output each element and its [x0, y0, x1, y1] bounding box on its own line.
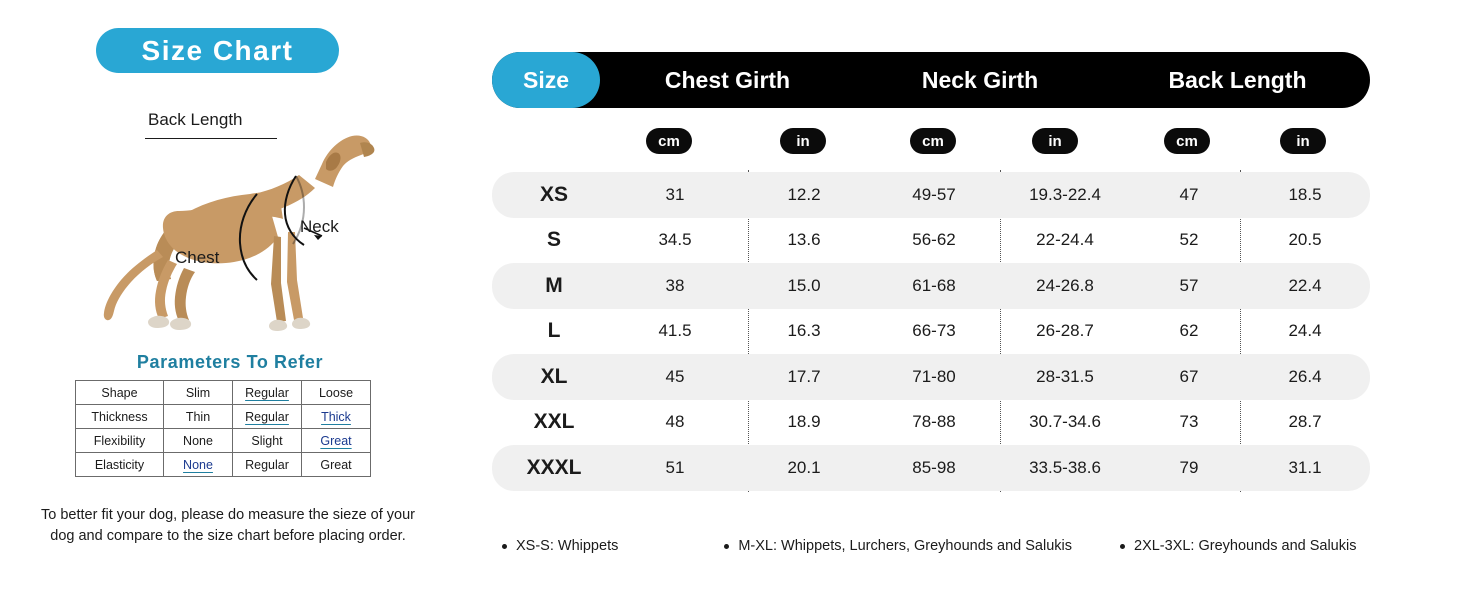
unit-header-row	[492, 128, 1370, 156]
param-option: None	[164, 429, 233, 453]
breed-notes	[492, 538, 1372, 554]
param-option: Great	[302, 453, 371, 477]
row-chest-in: 13.6	[787, 230, 821, 250]
param-option-selected: Thick	[302, 405, 371, 429]
table-row	[76, 453, 371, 477]
bullet-icon	[502, 544, 507, 549]
row-size: XXL	[533, 410, 575, 434]
param-option-selected: Regular	[233, 381, 302, 405]
table-row	[76, 381, 371, 405]
breed-note	[724, 538, 1072, 554]
chest-label: Chest	[175, 248, 220, 267]
table-row	[492, 445, 1370, 491]
row-neck-cm: 71-80	[912, 366, 956, 386]
param-option: Regular	[233, 405, 302, 429]
row-back-cm: 73	[1179, 412, 1199, 432]
row-chest-in: 15.0	[787, 275, 821, 295]
table-row	[76, 405, 371, 429]
row-back-in: 22.4	[1288, 275, 1322, 295]
row-chest-cm: 45	[665, 366, 685, 386]
row-back-in: 20.5	[1288, 230, 1322, 250]
param-option: Thin	[164, 405, 233, 429]
row-size: M	[545, 273, 563, 297]
table-header-row	[492, 52, 1370, 108]
unit-back-cm: cm	[1164, 128, 1210, 154]
param-option: Loose	[302, 381, 371, 405]
row-size: XS	[539, 182, 568, 206]
bullet-icon	[724, 544, 729, 549]
row-back-in: 24.4	[1288, 321, 1322, 341]
parameters-title: Parameters To Refer	[136, 352, 324, 372]
row-size: L	[547, 319, 561, 343]
row-back-cm: 62	[1179, 321, 1199, 341]
left-panel	[0, 0, 460, 600]
row-chest-in: 18.9	[787, 412, 821, 432]
table-row	[76, 429, 371, 453]
param-option-selected: Great	[302, 429, 371, 453]
dog-illustration	[60, 110, 400, 340]
row-back-in: 28.7	[1288, 412, 1322, 432]
unit-back-in: in	[1280, 128, 1326, 154]
table-body	[492, 172, 1370, 491]
row-back-in: 31.1	[1288, 457, 1322, 477]
row-neck-cm: 85-98	[912, 457, 956, 477]
unit-neck-in: in	[1032, 128, 1078, 154]
row-chest-cm: 31	[665, 184, 685, 204]
table-row	[492, 400, 1370, 446]
row-chest-cm: 51	[665, 457, 685, 477]
table-row	[492, 309, 1370, 355]
unit-chest-cm: cm	[646, 128, 692, 154]
row-chest-in: 16.3	[787, 321, 821, 341]
breed-note	[1120, 538, 1356, 554]
row-neck-in: 19.3-22.4	[1029, 184, 1101, 204]
row-neck-in: 28-31.5	[1036, 366, 1094, 386]
breed-note	[502, 538, 618, 554]
size-chart-table	[492, 0, 1372, 600]
row-chest-in: 17.7	[787, 366, 821, 386]
row-neck-in: 22-24.4	[1036, 230, 1094, 250]
row-neck-in: 24-26.8	[1036, 275, 1094, 295]
breed-note-text: 2XL-3XL: Greyhounds and Salukis	[1134, 538, 1357, 554]
row-neck-cm: 66-73	[912, 321, 956, 341]
breed-note-text: XS-S: Whippets	[516, 538, 619, 554]
measurement-footnote: To better fit your dog, please do measure the sieze of your dog and compare to the size chart before placing order.	[41, 507, 415, 544]
breed-note-text: M-XL: Whippets, Lurchers, Greyhounds and Salukis	[738, 538, 1072, 554]
param-option: Slight	[233, 429, 302, 453]
row-chest-in: 20.1	[787, 457, 821, 477]
row-neck-in: 26-28.7	[1036, 321, 1094, 341]
param-option: Slim	[164, 381, 233, 405]
param-name: Thickness	[76, 405, 164, 429]
dog-measurement-diagram	[60, 110, 400, 340]
unit-neck-cm: cm	[910, 128, 956, 154]
row-back-cm: 67	[1179, 366, 1199, 386]
table-row	[492, 263, 1370, 309]
row-back-in: 26.4	[1288, 366, 1322, 386]
bullet-icon	[1120, 544, 1125, 549]
table-row	[492, 172, 1370, 218]
header-back-length: Back Length	[1168, 66, 1307, 93]
row-back-cm: 79	[1179, 457, 1199, 477]
row-back-cm: 52	[1179, 230, 1199, 250]
table-row	[492, 218, 1370, 264]
header-neck-girth: Neck Girth	[921, 66, 1039, 93]
row-neck-cm: 78-88	[912, 412, 956, 432]
param-name: Shape	[76, 381, 164, 405]
parameters-table	[75, 380, 371, 477]
row-chest-cm: 48	[665, 412, 685, 432]
unit-chest-in: in	[780, 128, 826, 154]
row-back-cm: 47	[1179, 184, 1199, 204]
row-back-in: 18.5	[1288, 184, 1322, 204]
row-neck-cm: 61-68	[912, 275, 956, 295]
back-length-label: Back Length	[148, 110, 243, 129]
row-neck-cm: 49-57	[912, 184, 956, 204]
param-name: Elasticity	[76, 453, 164, 477]
row-size: XL	[540, 364, 568, 388]
row-neck-in: 30.7-34.6	[1029, 412, 1101, 432]
header-chest-girth: Chest Girth	[664, 66, 791, 93]
row-chest-cm: 34.5	[658, 230, 692, 250]
row-size: S	[546, 228, 561, 252]
back-length-measure-line	[145, 138, 277, 139]
param-name: Flexibility	[76, 429, 164, 453]
row-neck-cm: 56-62	[912, 230, 956, 250]
param-option-selected: None	[164, 453, 233, 477]
row-chest-cm: 38	[665, 275, 685, 295]
row-chest-in: 12.2	[787, 184, 821, 204]
row-size: XXXL	[526, 455, 582, 479]
row-back-cm: 57	[1179, 275, 1199, 295]
page-title: Size Chart	[96, 28, 339, 73]
param-option: Regular	[233, 453, 302, 477]
header-size: Size	[492, 52, 600, 108]
row-neck-in: 33.5-38.6	[1029, 457, 1101, 477]
row-chest-cm: 41.5	[658, 321, 692, 341]
table-row	[492, 354, 1370, 400]
neck-label: Neck	[300, 217, 339, 236]
